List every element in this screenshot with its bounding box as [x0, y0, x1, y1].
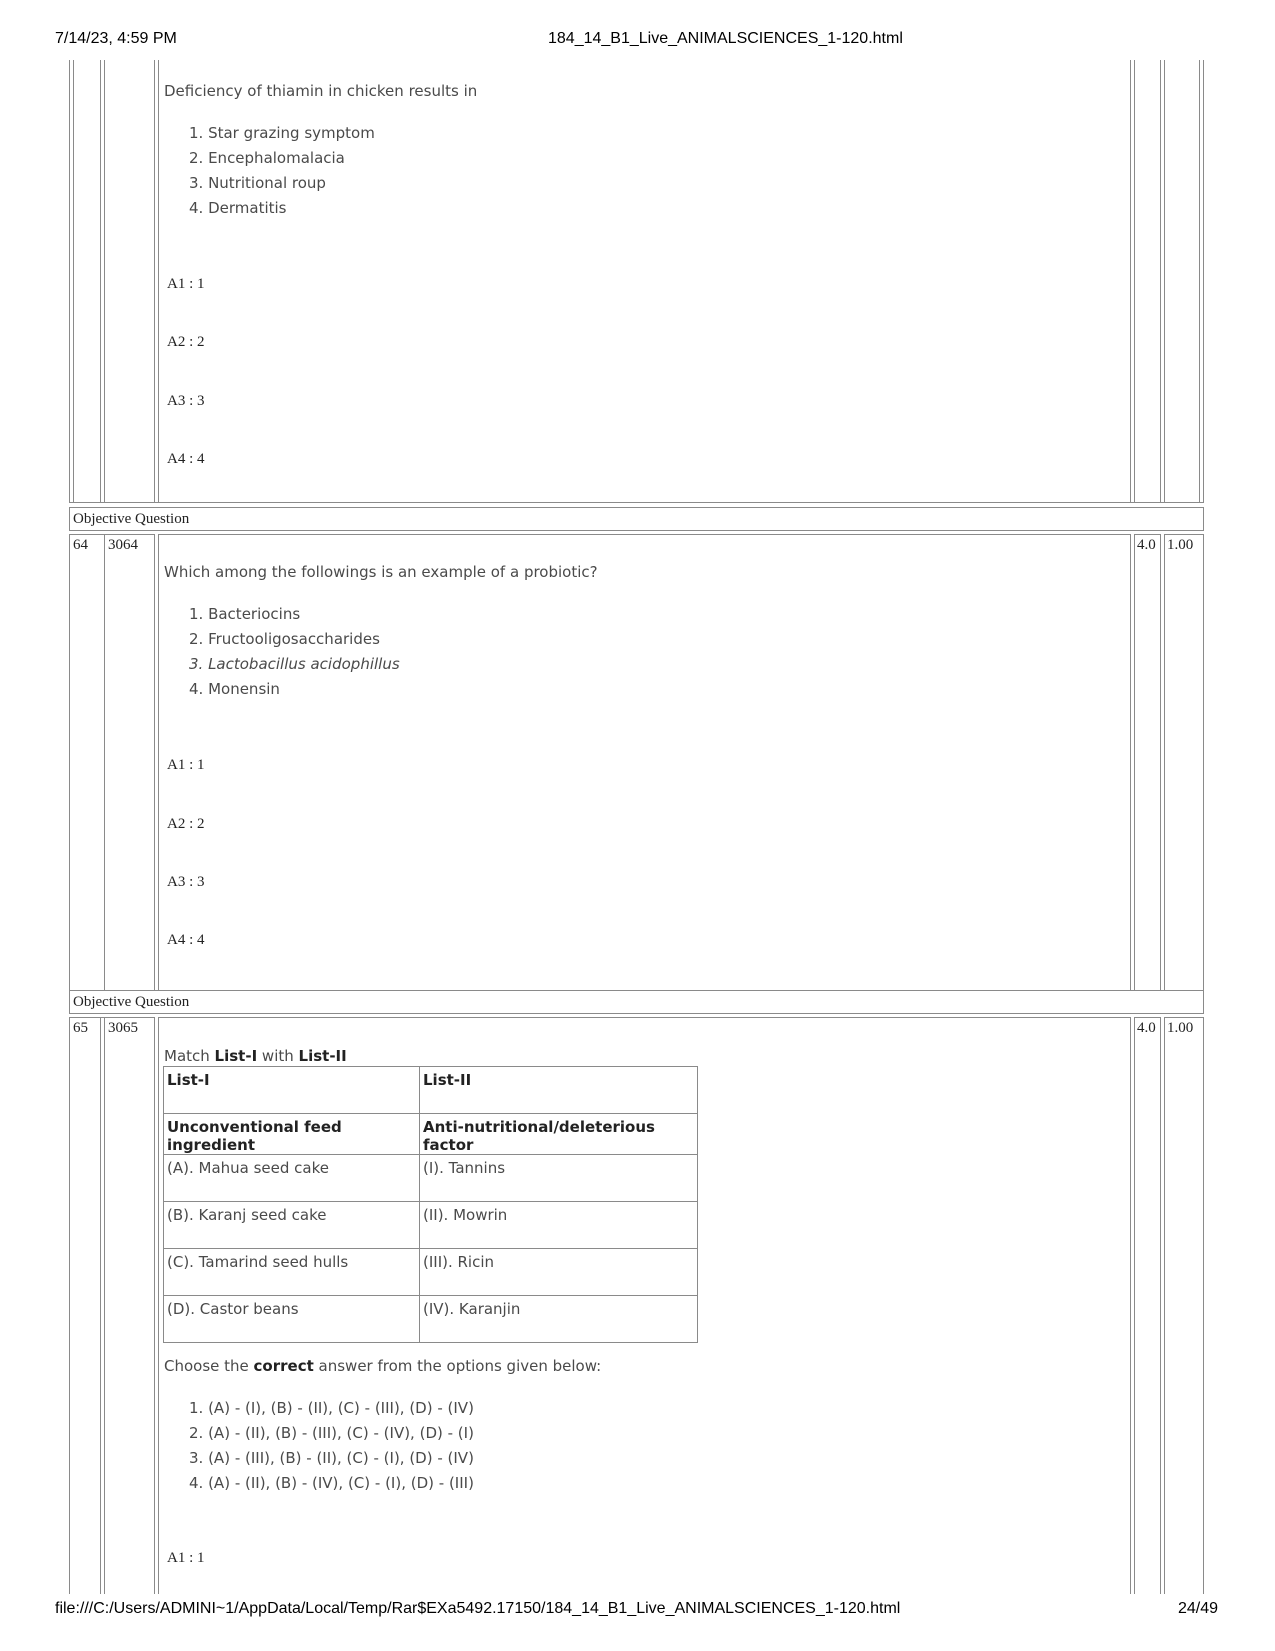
table-cell: (II). Mowrin	[420, 1202, 698, 1249]
print-file-title: 184_14_B1_Live_ANIMALSCIENCES_1-120.html	[548, 30, 903, 47]
q63-answer-4: A4 : 4	[167, 451, 205, 467]
q64-marks: 4.0	[1137, 537, 1156, 553]
table-header-cell: Unconventional feed ingredient	[164, 1114, 420, 1155]
q65-stem-list1: List-I	[214, 1047, 258, 1065]
q63-option-4: 4. Dermatitis	[189, 199, 287, 217]
q64-qid: 3064	[108, 537, 138, 553]
table-cell: (D). Castor beans	[164, 1296, 420, 1343]
q65-option-2: 2. (A) - (II), (B) - (III), (C) - (IV), (D) - (I)	[189, 1424, 474, 1442]
q64-option-3: 3. Lactobacillus acidophillus	[189, 655, 400, 673]
q64-option-2: 2. Fructooligosaccharides	[189, 630, 380, 648]
q64-option-4: 4. Monensin	[189, 680, 280, 698]
print-datetime: 7/14/23, 4:59 PM	[55, 30, 177, 47]
q64-option-1: 1. Bacteriocins	[189, 605, 301, 623]
q65-negative-marks: 1.00	[1167, 1020, 1194, 1036]
q63-option-1: 1. Star grazing symptom	[189, 124, 375, 142]
q64-negative-marks: 1.00	[1167, 537, 1194, 553]
q63-answer-2: A2 : 2	[167, 334, 205, 350]
table-cell: (III). Ricin	[420, 1249, 698, 1296]
q63-option-3: 3. Nutritional roup	[189, 174, 326, 192]
table-row	[164, 1155, 698, 1202]
q65-answer-1: A1 : 1	[167, 1550, 205, 1566]
q65-instruction-bold: correct	[253, 1357, 314, 1375]
q65-match-table	[163, 1066, 698, 1343]
table-header-cell: Anti-nutritional/deleterious factor	[420, 1114, 698, 1155]
table-header-cell: List-II	[420, 1067, 698, 1114]
table-cell: (C). Tamarind seed hulls	[164, 1249, 420, 1296]
table-row	[164, 1249, 698, 1296]
q65-option-4: 4. (A) - (II), (B) - (IV), (C) - (I), (D) - (III)	[189, 1474, 474, 1492]
q64-section-label: Objective Question	[73, 511, 190, 527]
table-cell: (A). Mahua seed cake	[164, 1155, 420, 1202]
q65-instruction: Choose the correct answer from the options given below:	[164, 1357, 602, 1375]
q64-sno: 64	[73, 537, 88, 553]
q65-section-row	[69, 990, 1204, 1014]
q65-marks: 4.0	[1137, 1020, 1156, 1036]
table-cell: (IV). Karanjin	[420, 1296, 698, 1343]
q63-answer-1: A1 : 1	[167, 276, 205, 292]
q65-option-1: 1. (A) - (I), (B) - (II), (C) - (III), (D) - (IV)	[189, 1399, 474, 1417]
q64-stem: Which among the followings is an example of a probiotic?	[164, 563, 598, 581]
table-header-cell: List-I	[164, 1067, 420, 1114]
q64-answer-1: A1 : 1	[167, 757, 205, 773]
q65-stem-list2: List-II	[298, 1047, 347, 1065]
table-row	[164, 1296, 698, 1343]
table-row	[164, 1067, 698, 1114]
print-file-path: file:///C:/Users/ADMINI~1/AppData/Local/Temp/Rar$EXa5492.17150/184_14_B1_Live_ANIMALSCIENCES_1-120.html	[55, 1600, 901, 1617]
q65-option-3: 3. (A) - (III), (B) - (II), (C) - (I), (D) - (IV)	[189, 1449, 474, 1467]
table-row	[164, 1202, 698, 1249]
q65-section-label: Objective Question	[73, 994, 190, 1010]
q63-option-2: 2. Encephalomalacia	[189, 149, 345, 167]
q63-stem: Deficiency of thiamin in chicken results in	[164, 82, 478, 100]
table-cell: (B). Karanj seed cake	[164, 1202, 420, 1249]
table-row	[164, 1114, 698, 1155]
q64-section-row	[69, 507, 1204, 531]
q64-answer-3: A3 : 3	[167, 874, 205, 890]
q63-answer-3: A3 : 3	[167, 393, 205, 409]
q64-answer-4: A4 : 4	[167, 932, 205, 948]
q64-answer-2: A2 : 2	[167, 816, 205, 832]
table-cell: (I). Tannins	[420, 1155, 698, 1202]
q65-sno: 65	[73, 1020, 88, 1036]
q65-stem: Match List-I with List-II	[164, 1047, 347, 1065]
print-page-indicator: 24/49	[1178, 1600, 1219, 1617]
q65-qid: 3065	[108, 1020, 138, 1036]
